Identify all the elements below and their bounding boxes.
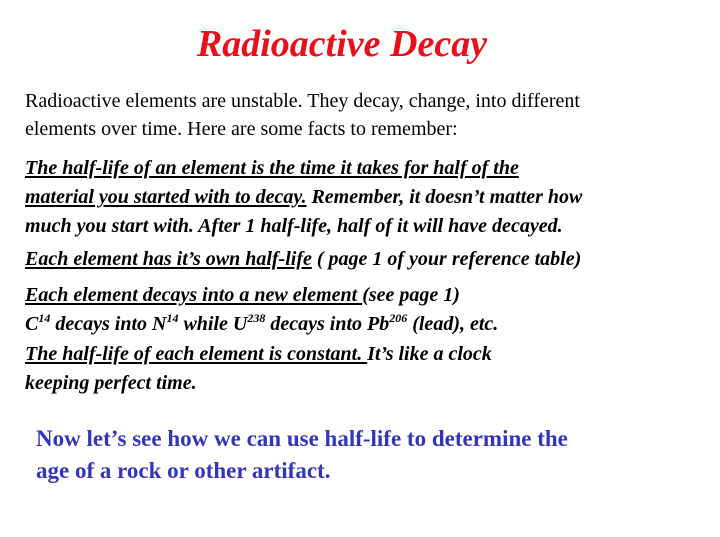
slide-title: Radioactive Decay bbox=[196, 23, 488, 65]
closing-line-1: Now let’s see how we can use half-life to determine the bbox=[36, 426, 568, 451]
carbon-symbol: C bbox=[25, 313, 39, 335]
fact-half-life-line-3: much you start with. After 1 half-life, half of it will have decayed. bbox=[25, 215, 563, 237]
fact-half-life-definition-end: material you started with to decay. bbox=[25, 186, 307, 208]
carbon-mass-number: 14 bbox=[38, 311, 51, 325]
lead-mass-number: 206 bbox=[389, 311, 408, 325]
closing-line-2: age of a rock or other artifact. bbox=[36, 458, 331, 483]
fact-new-element-reference: (see page 1) bbox=[362, 284, 460, 306]
intro-line-1: Radioactive elements are unstable. They decay, change, into different bbox=[25, 90, 580, 112]
fact-constant-clock: It’s like a clock bbox=[367, 343, 492, 365]
fact-constant-line-2: keeping perfect time. bbox=[25, 372, 197, 394]
fact-constant-line-1 bbox=[25, 340, 492, 369]
fact-half-life-remark: Remember, it doesn’t matter how bbox=[306, 186, 583, 208]
uranium-mass-number: 238 bbox=[247, 311, 266, 325]
decay-text-2: while U bbox=[178, 313, 248, 335]
fact-constant-text: The half-life of each element is constant. bbox=[25, 343, 368, 365]
fact-half-life-line-1 bbox=[25, 154, 519, 183]
nitrogen-mass-number: 14 bbox=[166, 311, 179, 325]
intro-line-2: elements over time. Here are some facts to remember: bbox=[25, 118, 458, 140]
fact-half-life-line-2 bbox=[25, 183, 582, 212]
fact-new-element-text: Each element decays into a new element bbox=[25, 284, 363, 306]
decay-examples bbox=[25, 310, 498, 339]
fact-own-half-life-reference: ( page 1 of your reference table) bbox=[311, 248, 582, 270]
decay-text-3: decays into Pb bbox=[265, 313, 390, 335]
fact-new-element bbox=[25, 281, 460, 310]
fact-half-life-definition: The half-life of an element is the time it takes for half of the bbox=[25, 157, 519, 179]
fact-own-half-life-text: Each element has it’s own half-life bbox=[25, 248, 312, 270]
decay-text-4: (lead), etc. bbox=[407, 313, 499, 335]
decay-text-1: decays into N bbox=[50, 313, 167, 335]
fact-own-half-life bbox=[25, 245, 581, 274]
